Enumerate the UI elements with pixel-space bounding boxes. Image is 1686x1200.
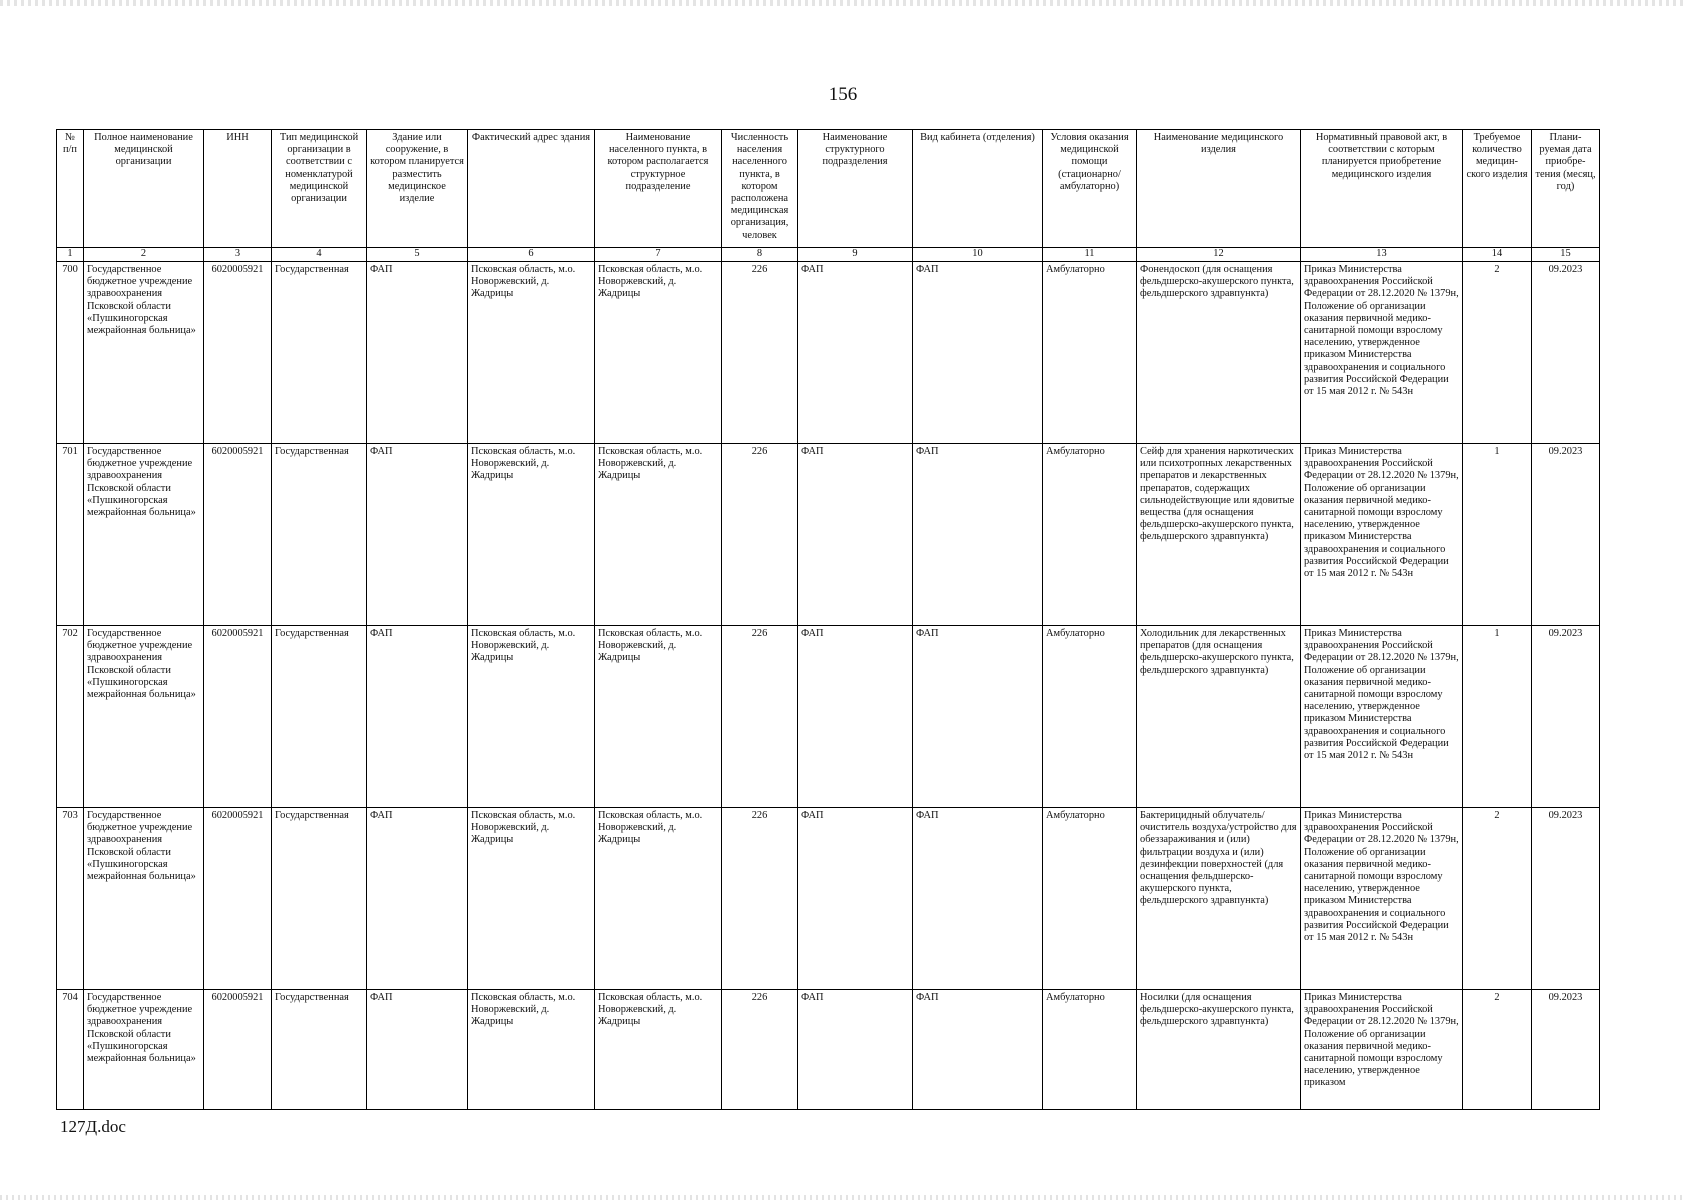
cabinet-cell: ФАП [913,808,1043,990]
building-cell: ФАП [367,262,468,444]
column-number: 10 [913,248,1043,262]
population-cell: 226 [722,262,798,444]
equipment-table [56,129,1600,1110]
scan-edge-bottom [0,1195,1686,1200]
page-number: 156 [828,84,858,105]
column-header: Здание или сооружение, в котором планируется разместить медицинское изделие [367,130,468,248]
unit-cell: ФАП [798,808,913,990]
table-row [57,808,1600,990]
table-row [57,444,1600,626]
settlement-cell: Псковская область, м.о. Новоржевский, д. Жадрицы [595,444,722,626]
inn-cell: 6020005921 [204,990,272,1110]
conditions-cell: Амбулаторно [1043,990,1137,1110]
device-cell: Сейф для хранения наркотических или психотропных лекарственных препаратов и лекарственных препаратов, содержащих сильнодействующие или ядовитые вещества (для оснащения фельдшерско-акушерского пункта, фельдшерского здравпункта) [1137,444,1301,626]
population-cell: 226 [722,808,798,990]
legal-act-cell: Приказ Министерства здравоохранения Российской Федерации от 28.12.2020 № 1379н, Положение об организации оказания первичной медико-санитарной помощи взрослому населению, утвержденное приказом Министерства здравоохранения и социального развития Российской Федерации от 15 мая 2012 г. № 543н [1301,444,1463,626]
conditions-cell: Амбулаторно [1043,626,1137,808]
column-header: № п/п [57,130,84,248]
organization-cell: Государственное бюджетное учреждение здравоохранения Псковской области «Пушкиногорская межрайонная больница» [84,626,204,808]
column-header: Плани-руемая дата приобре-тения (месяц, год) [1532,130,1600,248]
cabinet-cell: ФАП [913,990,1043,1110]
cabinet-cell: ФАП [913,262,1043,444]
column-number: 11 [1043,248,1137,262]
row-number-cell: 701 [57,444,84,626]
unit-cell: ФАП [798,444,913,626]
population-cell: 226 [722,444,798,626]
column-number: 12 [1137,248,1301,262]
legal-act-cell: Приказ Министерства здравоохранения Российской Федерации от 28.12.2020 № 1379н, Положение об организации оказания первичной медико-санитарной помощи взрослому населению, утвержденное приказом Министерства здравоохранения и социального развития Российской Федерации от 15 мая 2012 г. № 543н [1301,262,1463,444]
column-header: Наименование медицинского изделия [1137,130,1301,248]
org-type-cell: Государственная [272,626,367,808]
population-cell: 226 [722,626,798,808]
building-cell: ФАП [367,626,468,808]
scan-edge-top [0,0,1686,6]
column-header: Требуемое количество медицин-ского изделия [1463,130,1532,248]
inn-cell: 6020005921 [204,444,272,626]
device-cell: Бактерицидный облучатель/очиститель воздуха/устройство для обеззараживания и (или) фильтрации воздуха и (или) дезинфекции поверхностей (для оснащения фельдшерско-акушерского пункта, фельдшерского здравпункта) [1137,808,1301,990]
quantity-cell: 2 [1463,262,1532,444]
legal-act-cell: Приказ Министерства здравоохранения Российской Федерации от 28.12.2020 № 1379н, Положение об организации оказания первичной медико-санитарной помощи взрослому населению, утвержденное приказом Министерства здравоохранения и социального развития Российской Федерации от 15 мая 2012 г. № 543н [1301,626,1463,808]
building-cell: ФАП [367,444,468,626]
date-cell: 09.2023 [1532,444,1600,626]
settlement-cell: Псковская область, м.о. Новоржевский, д. Жадрицы [595,808,722,990]
column-header: Фактический адрес здания [468,130,595,248]
settlement-cell: Псковская область, м.о. Новоржевский, д. Жадрицы [595,990,722,1110]
quantity-cell: 1 [1463,444,1532,626]
column-number: 8 [722,248,798,262]
address-cell: Псковская область, м.о. Новоржевский, д. Жадрицы [468,990,595,1110]
cabinet-cell: ФАП [913,444,1043,626]
building-cell: ФАП [367,808,468,990]
column-header: Тип медицинской организации в соответствии с номенклатурой медицинской организации [272,130,367,248]
table-row [57,626,1600,808]
row-number-cell: 703 [57,808,84,990]
table-row [57,262,1600,444]
settlement-cell: Псковская область, м.о. Новоржевский, д. Жадрицы [595,626,722,808]
column-number: 4 [272,248,367,262]
column-number: 14 [1463,248,1532,262]
table-row [57,990,1600,1110]
address-cell: Псковская область, м.о. Новоржевский, д. Жадрицы [468,808,595,990]
column-header: ИНН [204,130,272,248]
device-cell: Фонендоскоп (для оснащения фельдшерско-акушерского пункта, фельдшерского здравпункта) [1137,262,1301,444]
org-type-cell: Государственная [272,262,367,444]
column-number: 7 [595,248,722,262]
column-number: 6 [468,248,595,262]
date-cell: 09.2023 [1532,626,1600,808]
column-number: 1 [57,248,84,262]
quantity-cell: 2 [1463,808,1532,990]
settlement-cell: Псковская область, м.о. Новоржевский, д. Жадрицы [595,262,722,444]
date-cell: 09.2023 [1532,990,1600,1110]
quantity-cell: 1 [1463,626,1532,808]
org-type-cell: Государственная [272,444,367,626]
organization-cell: Государственное бюджетное учреждение здравоохранения Псковской области «Пушкиногорская межрайонная больница» [84,990,204,1110]
building-cell: ФАП [367,990,468,1110]
column-number-row [57,248,1600,262]
column-header: Наименование структурного подразделения [798,130,913,248]
population-cell: 226 [722,990,798,1110]
address-cell: Псковская область, м.о. Новоржевский, д. Жадрицы [468,262,595,444]
inn-cell: 6020005921 [204,626,272,808]
organization-cell: Государственное бюджетное учреждение здравоохранения Псковской области «Пушкиногорская межрайонная больница» [84,444,204,626]
unit-cell: ФАП [798,626,913,808]
row-number-cell: 704 [57,990,84,1110]
document-filename: 127Д.doc [60,1117,126,1136]
row-number-cell: 700 [57,262,84,444]
organization-cell: Государственное бюджетное учреждение здравоохранения Псковской области «Пушкиногорская межрайонная больница» [84,262,204,444]
org-type-cell: Государственная [272,808,367,990]
organization-cell: Государственное бюджетное учреждение здравоохранения Псковской области «Пушкиногорская межрайонная больница» [84,808,204,990]
conditions-cell: Амбулаторно [1043,444,1137,626]
column-header: Полное наименование медицинской организации [84,130,204,248]
row-number-cell: 702 [57,626,84,808]
column-number: 2 [84,248,204,262]
column-header: Наименование населенного пункта, в котором располагается структурное подразделение [595,130,722,248]
date-cell: 09.2023 [1532,808,1600,990]
quantity-cell: 2 [1463,990,1532,1110]
column-header: Численность населения населенного пункта, в котором расположена медицинская организация, человек [722,130,798,248]
conditions-cell: Амбулаторно [1043,262,1137,444]
column-header: Условия оказания медицинской помощи (стационарно/ амбулаторно) [1043,130,1137,248]
header-row [57,130,1600,248]
unit-cell: ФАП [798,262,913,444]
column-number: 13 [1301,248,1463,262]
inn-cell: 6020005921 [204,808,272,990]
inn-cell: 6020005921 [204,262,272,444]
column-header: Вид кабинета (отделения) [913,130,1043,248]
column-header: Нормативный правовой акт, в соответствии с которым планируется приобретение медицинского изделия [1301,130,1463,248]
legal-act-cell: Приказ Министерства здравоохранения Российской Федерации от 28.12.2020 № 1379н, Положение об организации оказания первичной медико-санитарной помощи взрослому населению, утвержденное приказом [1301,990,1463,1110]
date-cell: 09.2023 [1532,262,1600,444]
device-cell: Носилки (для оснащения фельдшерско-акушерского пункта, фельдшерского здравпункта) [1137,990,1301,1110]
column-number: 9 [798,248,913,262]
address-cell: Псковская область, м.о. Новоржевский, д. Жадрицы [468,626,595,808]
address-cell: Псковская область, м.о. Новоржевский, д. Жадрицы [468,444,595,626]
device-cell: Холодильник для лекарственных препаратов (для оснащения фельдшерско-акушерского пункта, фельдшерского здравпункта) [1137,626,1301,808]
column-number: 5 [367,248,468,262]
org-type-cell: Государственная [272,990,367,1110]
cabinet-cell: ФАП [913,626,1043,808]
unit-cell: ФАП [798,990,913,1110]
column-number: 3 [204,248,272,262]
legal-act-cell: Приказ Министерства здравоохранения Российской Федерации от 28.12.2020 № 1379н, Положение об организации оказания первичной медико-санитарной помощи взрослому населению, утвержденное приказом Министерства здравоохранения и социального развития Российской Федерации от 15 мая 2012 г. № 543н [1301,808,1463,990]
conditions-cell: Амбулаторно [1043,808,1137,990]
column-number: 15 [1532,248,1600,262]
